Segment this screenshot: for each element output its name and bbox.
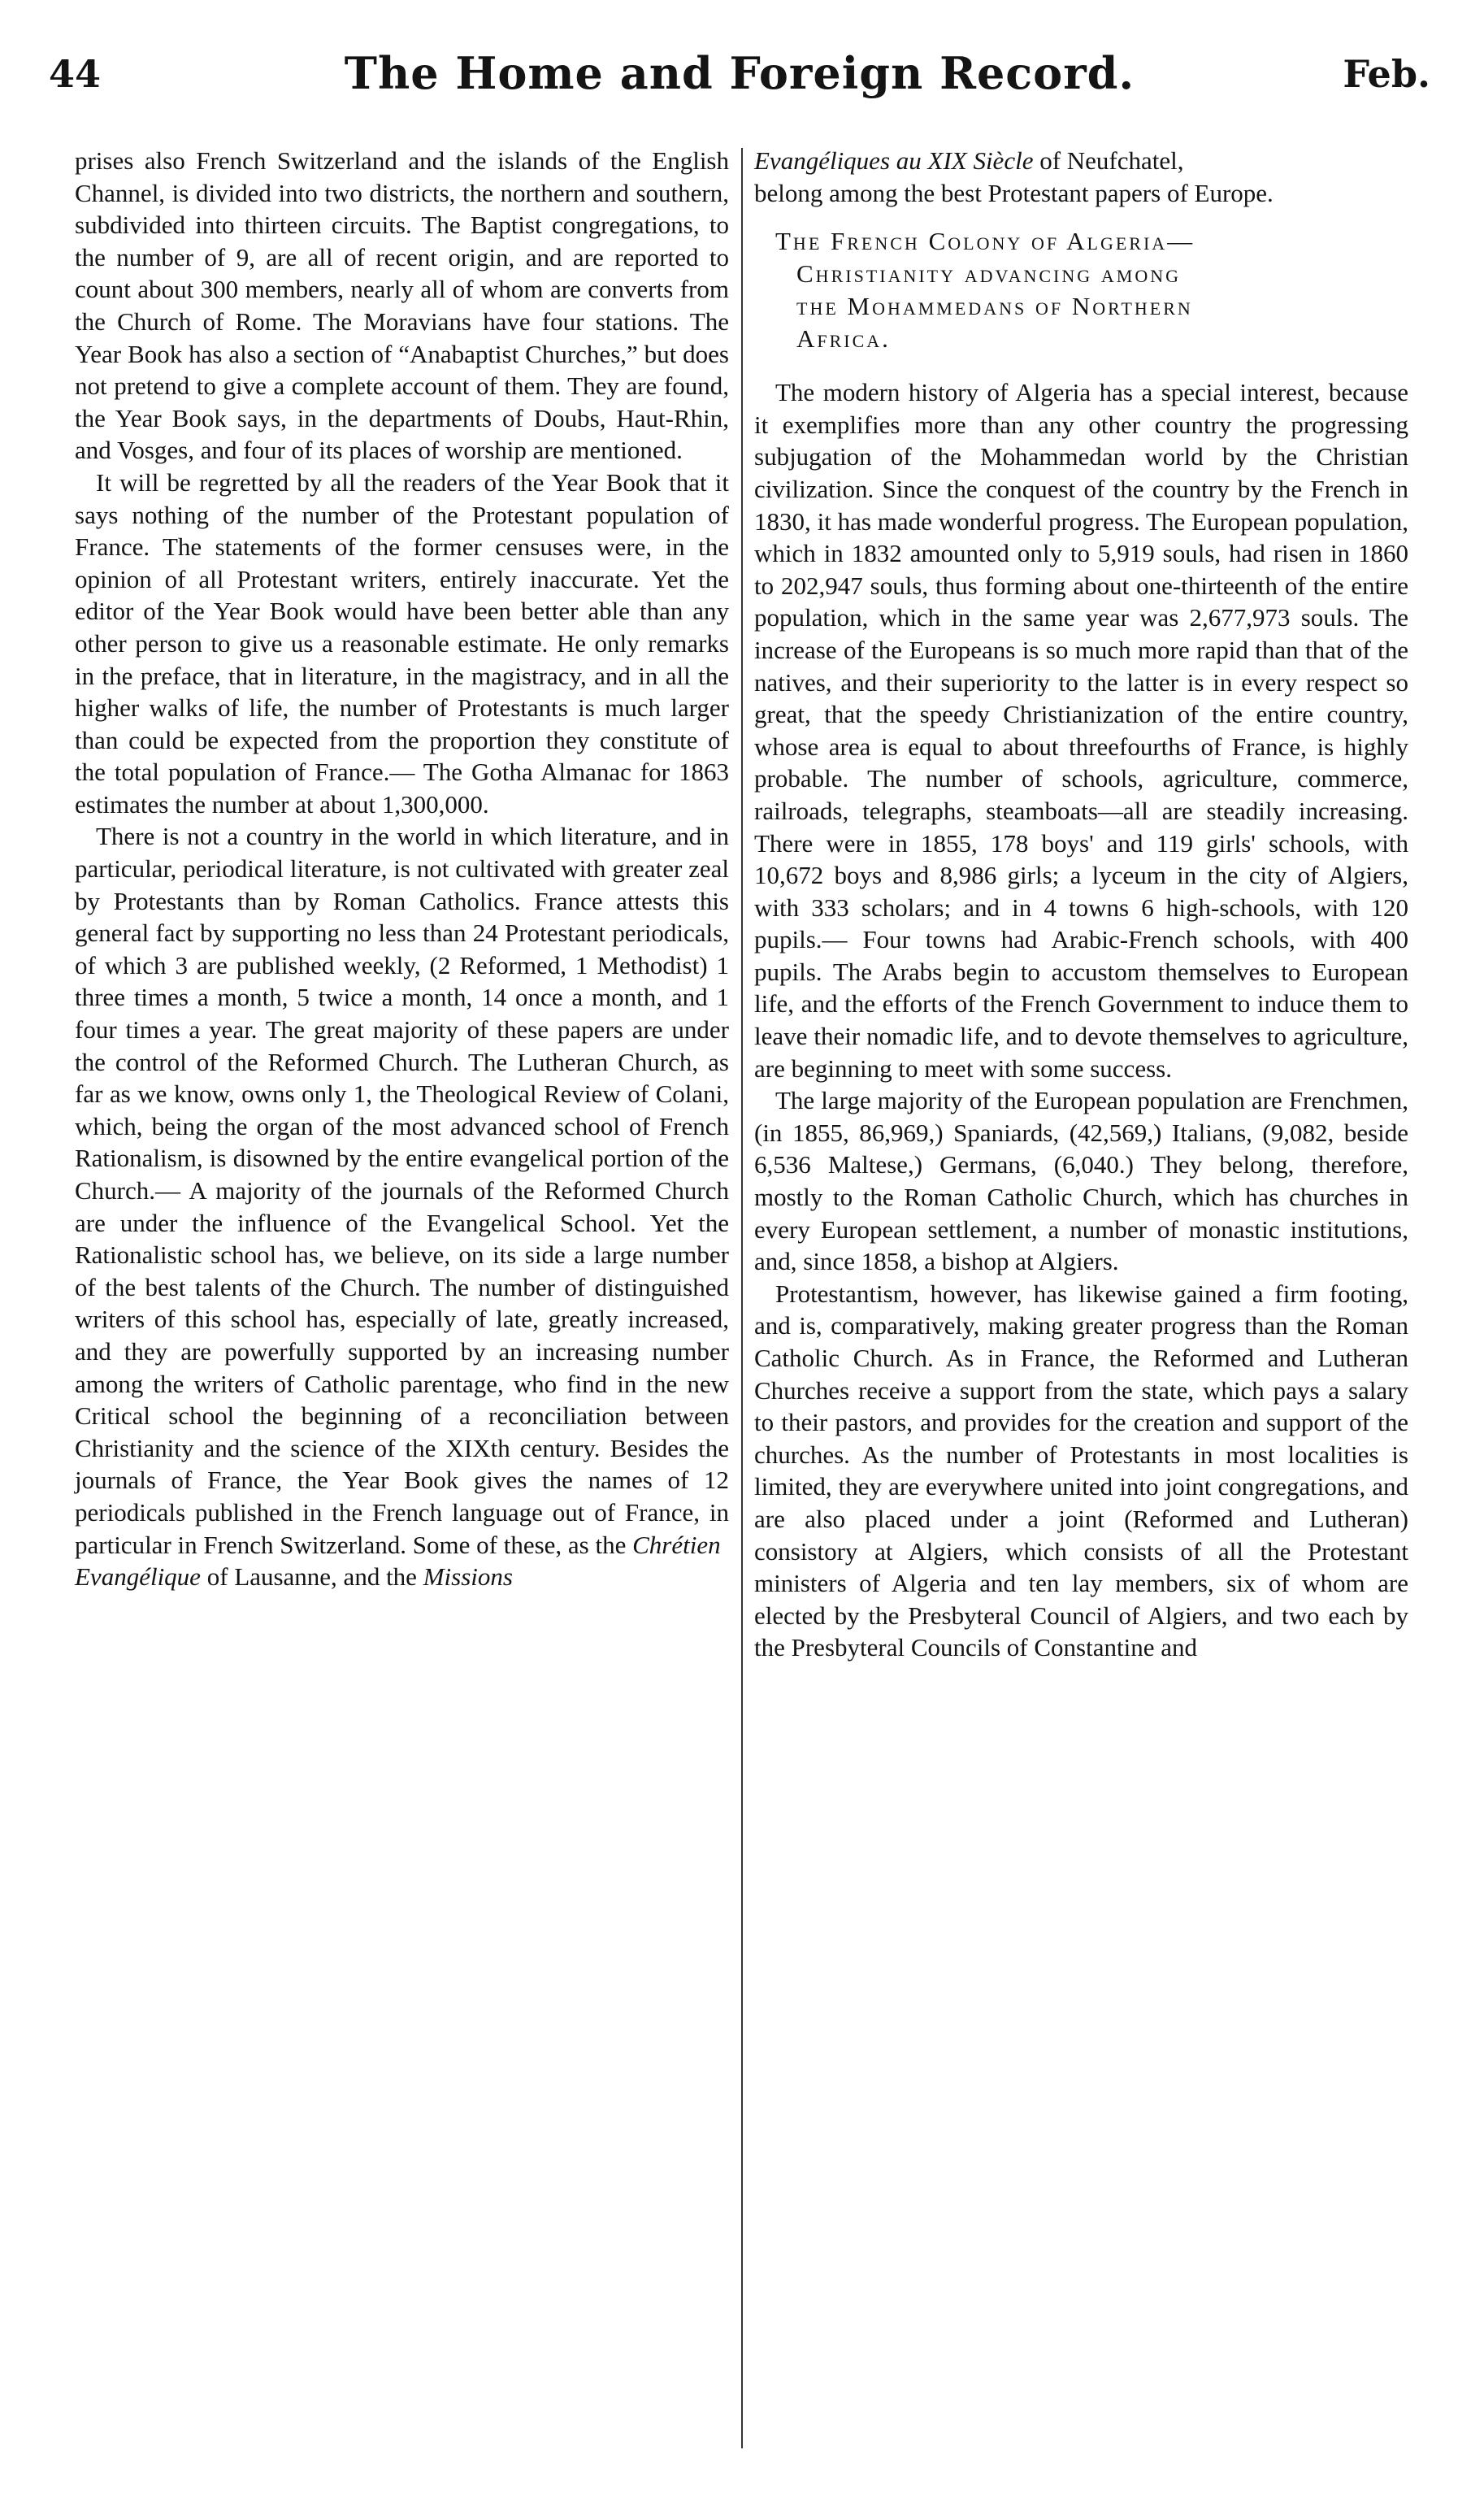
left-paragraph-1: prises also French Switzerland and the islands of the English Channel, is divided into two districts, the northern and southern, subdivided into thirteen circuits. The Baptist congregations, to the number of 9, are all of recent origin, and are reported to count about 300 members, nearly all of whom are converts from the Church of Rome. The Moravians have four stations. The Year Book has also a section of “Anabaptist Churches,” but does not pretend to give a complete account of them. They are found, the Year Book says, in the departments of Doubs, Haut-Rhin, and Vosges, and four of its places of worship are mentioned. <box>75 146 729 465</box>
heading-line: The French Colony of Algeria— <box>775 227 1195 256</box>
right-paragraph-0 <box>754 145 1408 209</box>
page-number: 44 <box>49 52 102 96</box>
left-paragraph-3 <box>75 820 729 1592</box>
right-paragraph-1: The modern history of Algeria has a special interest, because it exemplifies more than any other country the progressing subjugation of the Mohammedan world by the Christian civilization. Since the conquest of the country by the French in 1830, it has made wonderful progress. The European population, which in 1832 amounted only to 5,919 souls, had risen in 1860 to 202,947 souls, thus forming about one-thirteenth of the entire population, which in the same year was 2,677,973 souls. The increase of the Europeans is so much more rapid than that of the natives, and their superiority to the latter is in every respect so great, that the speedy Christianization of the entire country, whose area is equal to about threefourths of France, is highly probable. The number of schools, agriculture, commerce, railroads, telegraphs, steamboats—all are steadily increasing. There were in 1855, 178 boys' and 119 girls' schools, with 10,672 boys and 8,986 girls; a lyceum in the city of Algiers, with 333 scholars; and in 4 towns 6 high-schools, with 120 pupils.— Four towns had Arabic-French schools, with 400 pupils. The Arabs begin to accustom themselves to European life, and the efforts of the French Government to induce them to leave their nomadic life, and to devote themselves to agriculture, are beginning to meet with some success. <box>754 378 1408 1083</box>
right-paragraph-3: Protestantism, however, has likewise gained a firm footing, and is, comparatively, making greater progress than the Roman Catholic Church. As in France, the Reformed and Lutheran Churches receive a support from the state, which pays a salary to their pastors, and provides for the creation and support of the churches. As the number of Protestants in most localities is limited, they are everywhere united into joint congregations, and are also placed under a joint (Reformed and Lutheran) consistory at Algiers, which consists of all the Protestant ministers of Algeria and ten lay members, six of whom are elected by the Presbyteral Council of Algiers, and two each by the Presbyteral Councils of Constantine and <box>754 1279 1408 1662</box>
italic-title: Evangéliques au XIX Siècle <box>754 146 1034 175</box>
right-paragraph-0-text: belong among the best Protestant papers of Europe. <box>754 178 1274 207</box>
left-paragraph-3-text: There is not a country in the world in which literature, and in particular, periodical literature, is not cultivated with greater zeal by Protestants than by Roman Catholics. France attests this general fact by supporting no less than 24 Protestant periodicals, of which 3 are published weekly, (2 Reformed, 1 Methodist) 1 three times a month, 5 twice a month, 14 once a month, and 1 four times a year. The great majority of these papers are under the control of the Reformed Church. The Lutheran Church, as far as we know, owns only 1, the Theological Review of Colani, which, being the organ of the most advanced school of French Rationalism, is disowned by the entire evangelical portion of the Church.— A majority of the journals of the Reformed Church are under the influence of the Evangelical School. Yet the Rationalistic school has, we believe, on its side a large number of the best talents of the Church. The number of distinguished writers of this school has, especially of late, greatly increased, and they are powerfully supported by an increasing number among the writers of Catholic parentage, who find in the new Critical school the beginning of a reconciliation between Christianity and the science of the XIXth century. Besides the journals of France, the Year Book gives the names of 12 periodicals published in the French language out of France, in particular in French Switzerland. Some of these, as the <box>75 822 729 1559</box>
article-heading <box>754 225 1408 355</box>
inline-text: of Lausanne, and the <box>200 1562 423 1592</box>
heading-line: Christianity advancing among <box>796 259 1181 289</box>
journal-title: The Home and Foreign Record. <box>344 47 1135 99</box>
column-divider <box>741 148 743 2448</box>
issue-month: Feb. <box>1343 52 1430 96</box>
heading-line: the Mohammedans of Northern <box>796 292 1193 321</box>
inline-text: of Neufchatel, <box>1033 146 1184 175</box>
italic-title: Missions <box>423 1562 513 1592</box>
running-header <box>49 47 1430 112</box>
right-column <box>754 145 1408 1664</box>
left-paragraph-2: It will be regretted by all the readers of the Year Book that it says nothing of the number of the Protestant population of France. The statements of the former censuses were, in the opinion of all Protestant writers, entirely inaccurate. Yet the editor of the Year Book would have been better able than any other person to give us a reasonable estimate. He only remarks in the preface, that in literature, in the magistracy, and in all the higher walks of life, the number of Protestants is much larger than could be expected from the proportion they constitute of the total population of France.— The Gotha Almanac for 1863 estimates the number at about 1,300,000. <box>75 467 729 819</box>
italic-title: Chrétien <box>632 1530 721 1559</box>
italic-title: Evangélique <box>75 1562 201 1592</box>
heading-line: Africa. <box>796 324 891 354</box>
left-column <box>75 145 729 1593</box>
right-paragraph-2: The large majority of the European population are Frenchmen, (in 1855, 86,969,) Spaniards, (42,569,) Italians, (9,082, beside 6,536 Maltese,) Germans, (6,040.) They belong, therefore, mostly to the Roman Catholic Church, which has churches in every European settlement, a number of monastic institutions, and, since 1858, a bishop at Algiers. <box>754 1086 1408 1276</box>
